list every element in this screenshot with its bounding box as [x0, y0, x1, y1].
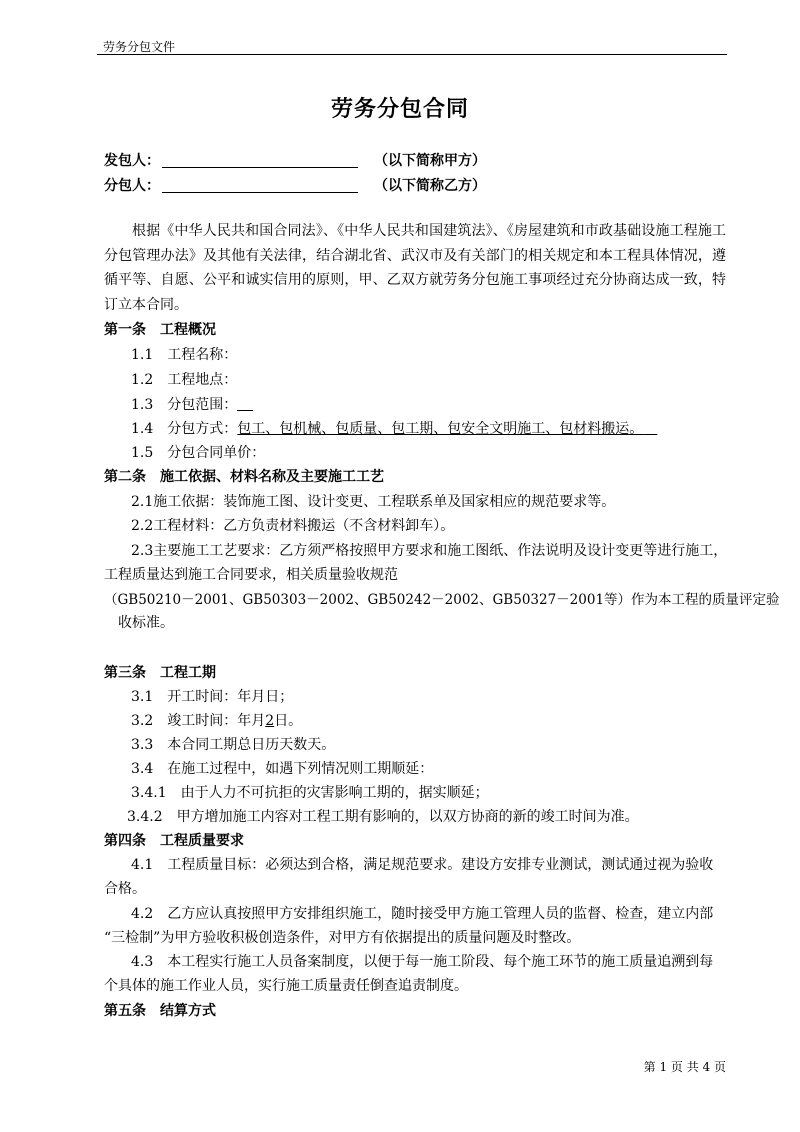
item-2-1: 2.1施工依据：装饰施工图、设计变更、工程联系单及国家相应的规范要求等。: [131, 494, 616, 510]
section-2-heading: 第二条 施工依据、材料名称及主要施工工艺: [104, 469, 384, 485]
item-1-2: 1.2 工程地点：: [131, 372, 238, 388]
item-4-1-line-1: 4.1 工程质量目标：必须达到合格，满足规范要求。建设方安排专业测试，测试通过视为验收: [131, 857, 714, 873]
item-3-1: 3.1 开工时间：年月日；: [131, 689, 294, 705]
running-header: 劳务分包文件: [103, 40, 176, 54]
item-3-2-label: 3.2 竣工时间：年月: [131, 713, 266, 729]
employer-blank: [162, 153, 358, 168]
item-2-3-line-4: 收标准。: [118, 615, 174, 631]
document-title: 劳务分包合同: [330, 97, 469, 122]
preamble-paragraph: 根据《中华人民共和国合同法》、《中华人民共和国建筑法》、《房屋建筑和市政基础设施工程施工分包管理办法》及其他有关法律，结合湖北省、武汉市及有关部门的相关规定和本工程具体情况，遵循平等、自愿、公平和诚实信用的原则，甲、乙双方就劳务分包施工事项经过充分协商达成一致，特订立本合同。: [104, 223, 726, 313]
item-3-3: 3.3 本合同工期总日历天数天。: [131, 737, 336, 753]
item-2-2: 2.2工程材料：乙方负责材料搬运（不含材料卸车）。: [131, 518, 455, 534]
item-1-5: 1.5 分包合同单价：: [131, 445, 266, 461]
page-number: 第 1 页 共 4 页: [643, 1060, 726, 1074]
section-1-heading: 第一条 工程概况: [104, 322, 216, 338]
contractor-blank: [162, 178, 358, 193]
item-3-4-2: 3.4.2 甲方增加施工内容对工程工期有影响的，以双方协商的新的竣工时间为准。: [127, 809, 639, 825]
item-3-2-suffix: 日。: [274, 713, 303, 729]
item-4-2-line-2: “三检制”为甲方验收积极创造条件，对甲方有依据提出的质量问题及时整改。: [104, 930, 581, 946]
item-1-3: [131, 394, 253, 414]
section-4-heading: 第四条 工程质量要求: [104, 833, 244, 849]
item-4-3-line-1: 4.3 本工程实行施工人员备案制度，以便于每一施工阶段、每个施工环节的施工质量追溯到每: [131, 954, 714, 970]
item-4-2-line-1: 4.2 乙方应认真按照甲方安排组织施工，随时接受甲方施工管理人员的监督、检查，建立内部: [131, 906, 714, 922]
item-4-1-line-2: 合格。: [104, 881, 146, 897]
employer-note: （以下简称甲方）: [374, 153, 486, 169]
item-1-4-value: 包工、包机械、包质量、包工期、包安全文明施工、包材料搬运。: [237, 421, 644, 437]
section-3-heading: 第三条 工程工期: [104, 665, 216, 681]
contractor-note: （以下简称乙方）: [374, 178, 486, 194]
item-1-3-label: 1.3 分包范围：: [131, 397, 238, 413]
item-3-2: [131, 710, 302, 730]
item-3-4-1: 3.4.1 由于人力不可抗拒的灾害影响工期的，据实顺延；: [131, 785, 489, 801]
contractor-row: [104, 175, 486, 195]
item-3-2-underlined: 2: [265, 713, 275, 729]
header-rule: [97, 54, 727, 55]
employer-label: 发包人：: [104, 153, 160, 169]
item-1-3-blank: [237, 398, 253, 411]
item-1-4: [131, 418, 657, 438]
item-1-1: 1.1 工程名称：: [131, 347, 238, 363]
employer-row: [104, 150, 486, 170]
contractor-label: 分包人：: [104, 178, 160, 194]
item-3-4: 3.4 在施工过程中，如遇下列情况则工期顺延：: [131, 761, 434, 777]
item-4-3-line-2: 个具体的施工作业人员，实行施工质量责任倒查追责制度。: [104, 978, 468, 994]
item-1-4-label: 1.4 分包方式：: [131, 421, 238, 437]
item-2-3-line-2: 工程质量达到施工合同要求，相关质量验收规范: [104, 567, 398, 583]
item-2-3-line-3: （GB50210－2001、GB50303－2002、GB50242－2002、GB50327－2001等）作为本工程的质量评定验: [104, 592, 780, 608]
section-5-heading: 第五条 结算方式: [104, 1003, 216, 1019]
item-2-3-line-1: 2.3主要施工工艺要求：乙方须严格按照甲方要求和施工图纸、作法说明及设计变更等进行施工，: [131, 543, 728, 559]
